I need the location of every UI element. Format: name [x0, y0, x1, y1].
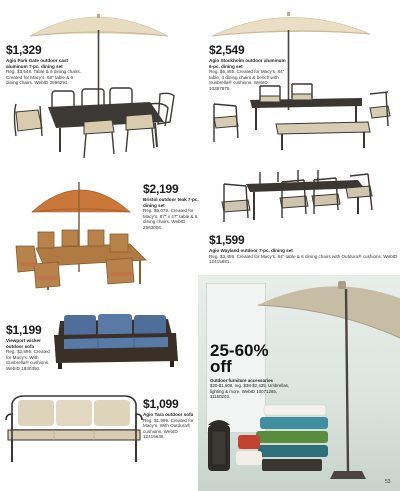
- product-name: Bristol outdoor teak 7-pc. dining set: [143, 197, 199, 208]
- product-viewport[interactable]: [6, 324, 52, 372]
- page-number: 53: [385, 479, 391, 485]
- product-park-gate[interactable]: [6, 44, 86, 86]
- product-details: Reg. $3,549. Table & 6 dining chairs. Created for Macy's. 68" table & 6 dining chairs. WebID 2596291.: [6, 69, 81, 86]
- price: $2,199: [143, 182, 179, 196]
- product-details: Reg. $3,459. Created for Macy's. 84" table & 6 dining chairs with Outdura® cushions. WebID 12415681.: [209, 253, 398, 265]
- price: $1,599: [209, 233, 245, 247]
- price: $2,549: [209, 43, 245, 57]
- wayland-dining-set-photo: [200, 162, 400, 234]
- price: $1,199: [6, 323, 42, 337]
- product-name: Agio Wayland outdoor 7-pc. dining set: [209, 248, 293, 253]
- product-details: Reg. $6,079. Created for Macy's. 87" x 47" table & 6 dining chairs. WebID 2563006.: [143, 208, 198, 230]
- promo-description: [210, 378, 296, 400]
- price: $1,099: [143, 397, 179, 411]
- product-name: Agio Stockholm outdoor aluminum 6-pc. dining set: [209, 58, 286, 69]
- viewport-wicker-sofa-photo: [50, 305, 185, 380]
- product-details: Reg. $1,999. Created for Macy's. With Outdura® cushions. WebID 12415638.: [143, 417, 194, 440]
- product-details: Reg. $6,469. Created for Macy's. 84" table, 4 dining chairs & bench with Sunbrella® cushions. WebID 10397876.: [209, 69, 285, 91]
- promo-details: $20-$1,608, reg. $38-$2,435. Umbrellas, lighting & more. WebID 10071265, 11150203.: [210, 383, 290, 400]
- tara-sofa-photo: [4, 390, 144, 470]
- product-name: Viewport wicker outdoor sofa: [6, 338, 41, 349]
- promo-name: Outdoor furniture accessories: [210, 378, 273, 383]
- promo-headline: 25-60% off: [210, 341, 269, 376]
- price: $1,329: [6, 43, 42, 57]
- product-bristol[interactable]: [143, 183, 199, 231]
- product-stockholm[interactable]: [209, 44, 289, 92]
- product-wayland[interactable]: [209, 234, 399, 265]
- product-name: Agio Tara outdoor sofa: [143, 412, 194, 417]
- park-gate-dining-set-photo: [0, 0, 200, 180]
- product-name: Agio Park Gate outdoor cast aluminum 7-pc. dining set: [6, 58, 69, 69]
- product-tara[interactable]: [143, 398, 199, 440]
- product-details: Reg. $2,999. Created for Macy's. With Sunbrella® cushions. WebID 1830350.: [6, 349, 50, 371]
